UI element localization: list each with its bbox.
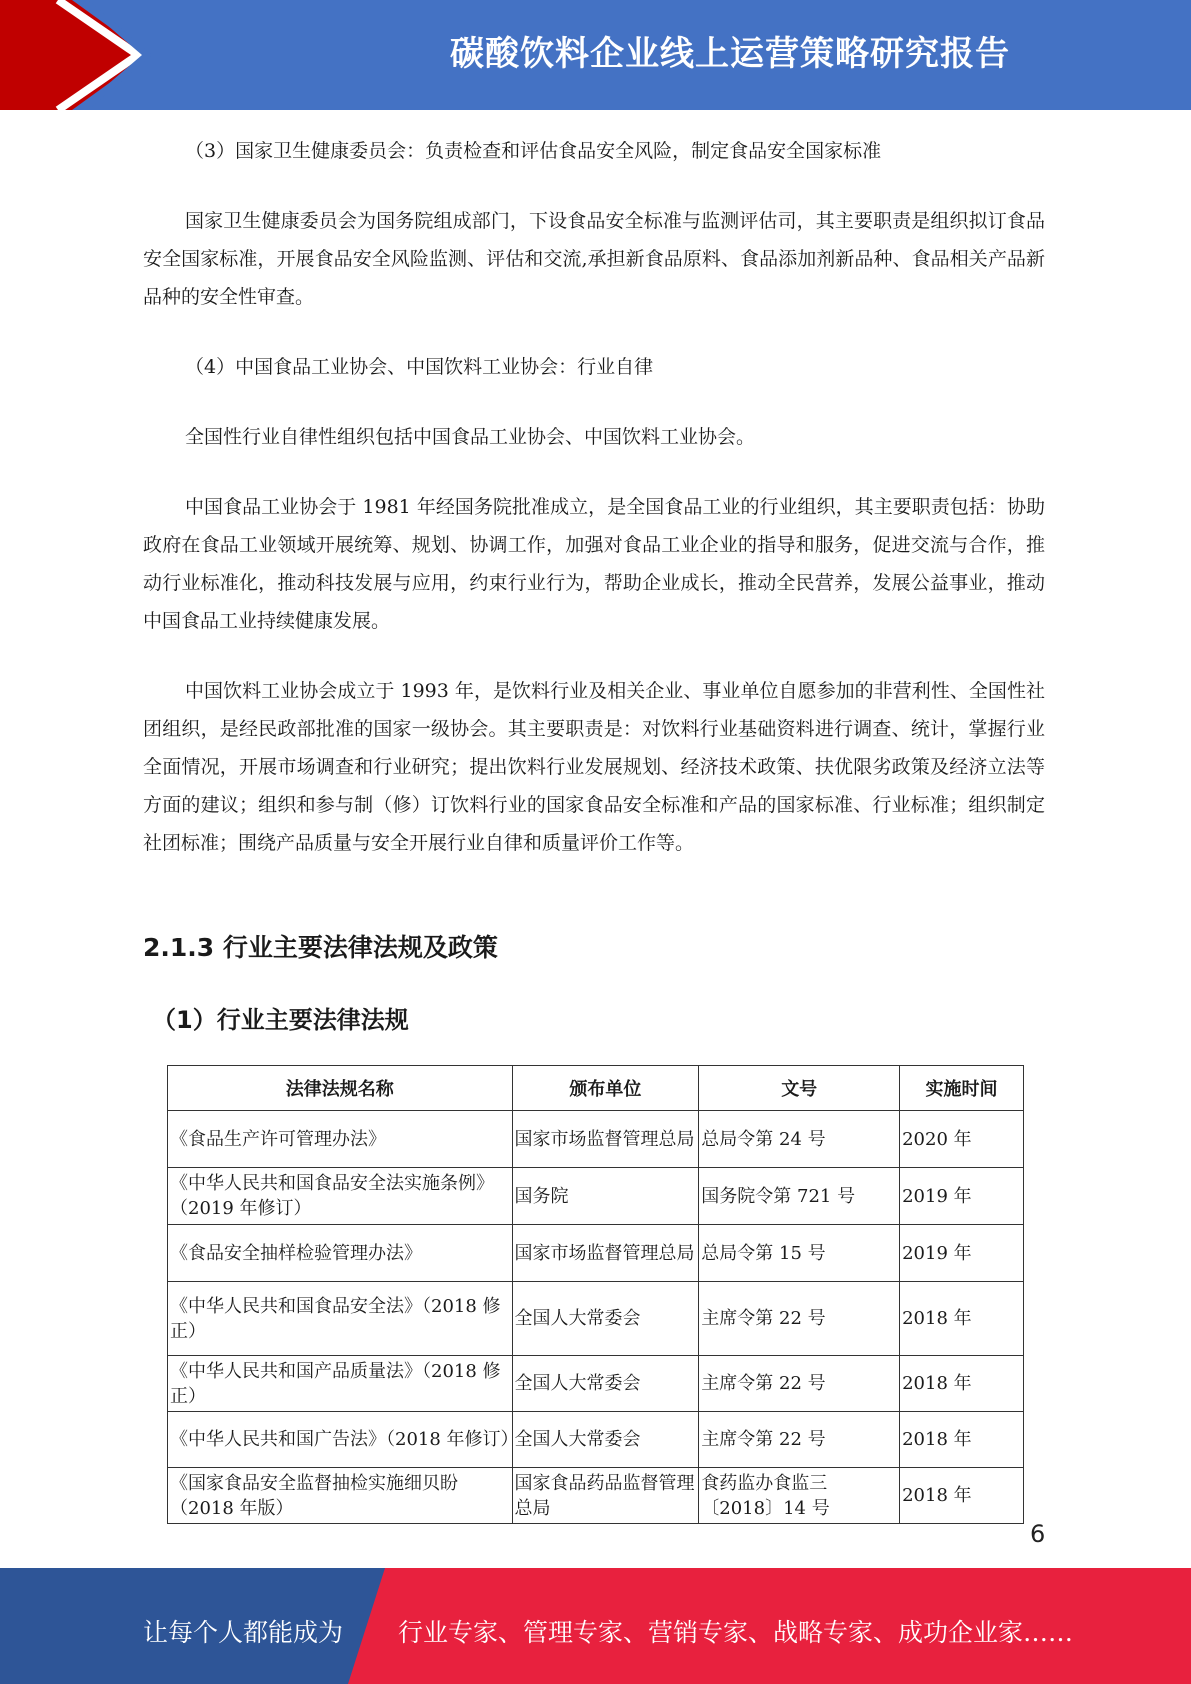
law-name: 《中华人民共和国广告法》（2018 年修订） xyxy=(168,1412,513,1468)
law-name: 《国家食品安全监督抽检实施细贝盼（2018 年版） xyxy=(168,1468,513,1524)
column-header-issuer: 颁布单位 xyxy=(512,1066,699,1111)
law-issuer: 国务院 xyxy=(512,1168,699,1225)
table-row xyxy=(168,1468,1024,1524)
table-row xyxy=(168,1225,1024,1282)
header-arrow-icon xyxy=(0,0,160,110)
table-row xyxy=(168,1282,1024,1356)
law-doc-no: 主席令第 22 号 xyxy=(699,1282,900,1356)
paragraph-food-association: 中国食品工业协会于 1981 年经国务院批准成立，是全国食品工业的行业组织，其主要职责包括：协助政府在食品工业领域开展统筹、规划、协调工作，加强对食品工业企业的指导和服务，促进交流与合作，推动行业标准化，推动科技发展与应用，约束行业行为，帮助企业成长，推动全民营养，发展公益事业，推动中国食品工业持续健康发展。 xyxy=(143,496,1045,632)
law-doc-no: 主席令第 22 号 xyxy=(699,1356,900,1412)
paragraph-beverage-association: 中国饮料工业协会成立于 1993 年，是饮料行业及相关企业、事业单位自愿参加的非营利性、全国性社团组织，是经民政部批准的国家一级协会。其主要职责是：对饮料行业基础资料进行调查、统计，掌握行业全面情况，开展市场调查和行业研究；提出饮料行业发展规划、经济技术政策、扶优限劣政策及经济立法等方面的建议；组织和参与制（修）订饮料行业的国家食品安全标准和产品的国家标准、行业标准；组织制定社团标准；围绕产品质量与安全开展行业自律和质量评价工作等。 xyxy=(143,680,1045,854)
column-header-effective: 实施时间 xyxy=(900,1066,1024,1111)
law-effective: 2019 年 xyxy=(900,1225,1024,1282)
table-header-row xyxy=(168,1066,1024,1111)
subsection-heading: （1）行业主要法律法规 xyxy=(152,1006,409,1034)
column-header-name: 法律法规名称 xyxy=(168,1066,513,1111)
laws-table xyxy=(167,1065,1024,1524)
paragraph-nhc-duties: 国家卫生健康委员会为国务院组成部门，下设食品安全标准与监测评估司，其主要职责是组织拟订食品安全国家标准，开展食品安全风险监测、评估和交流,承担新食品原料、食品添加剂新品种、食品相关产品新品种的安全性审查。 xyxy=(143,210,1045,308)
footer-slogan-left: 让每个人都能成为 xyxy=(143,1618,344,1647)
column-header-doc-no: 文号 xyxy=(699,1066,900,1111)
law-doc-no: 总局令第 24 号 xyxy=(699,1111,900,1168)
table-row xyxy=(168,1168,1024,1225)
law-issuer: 全国人大常委会 xyxy=(512,1282,699,1356)
page-number: 6 xyxy=(1030,1520,1046,1548)
paragraph-associations-heading: （4）中国食品工业协会、中国饮料工业协会：行业自律 xyxy=(185,356,654,378)
paragraph-associations-intro: 全国性行业自律性组织包括中国食品工业协会、中国饮料工业协会。 xyxy=(185,426,756,448)
paragraph-nhc-heading: （3）国家卫生健康委员会：负责检查和评估食品安全风险，制定食品安全国家标准 xyxy=(185,140,882,162)
law-effective: 2019 年 xyxy=(900,1168,1024,1225)
law-doc-no: 主席令第 22 号 xyxy=(699,1412,900,1468)
law-effective: 2018 年 xyxy=(900,1356,1024,1412)
law-issuer: 全国人大常委会 xyxy=(512,1412,699,1468)
law-name: 《食品安全抽样检验管理办法》 xyxy=(168,1225,513,1282)
law-name: 《食品生产许可管理办法》 xyxy=(168,1111,513,1168)
law-issuer: 全国人大常委会 xyxy=(512,1356,699,1412)
law-name: 《中华人民共和国产品质量法》（2018 修正） xyxy=(168,1356,513,1412)
law-effective: 2018 年 xyxy=(900,1282,1024,1356)
law-effective: 2018 年 xyxy=(900,1468,1024,1524)
law-name: 《中华人民共和国食品安全法》（2018 修正） xyxy=(168,1282,513,1356)
table-row xyxy=(168,1356,1024,1412)
body-content xyxy=(143,132,1045,862)
law-name: 《中华人民共和国食品安全法实施条例》（2019 年修订） xyxy=(168,1168,513,1225)
section-heading: 2.1.3 行业主要法律法规及政策 xyxy=(143,933,498,962)
report-title: 碳酸饮料企业线上运营策略研究报告 xyxy=(450,34,1010,74)
law-effective: 2018 年 xyxy=(900,1412,1024,1468)
law-doc-no: 总局令第 15 号 xyxy=(699,1225,900,1282)
law-issuer: 国家食品药品监督管理总局 xyxy=(512,1468,699,1524)
footer-slogan-right: 行业专家、管理专家、营销专家、战略专家、成功企业家…… xyxy=(398,1618,1074,1647)
law-doc-no: 国务院令第 721 号 xyxy=(699,1168,900,1225)
table-row xyxy=(168,1111,1024,1168)
law-issuer: 国家市场监督管理总局 xyxy=(512,1111,699,1168)
law-doc-no: 食药监办食监三〔2018〕14 号 xyxy=(699,1468,900,1524)
table-row xyxy=(168,1412,1024,1468)
law-issuer: 国家市场监督管理总局 xyxy=(512,1225,699,1282)
law-effective: 2020 年 xyxy=(900,1111,1024,1168)
